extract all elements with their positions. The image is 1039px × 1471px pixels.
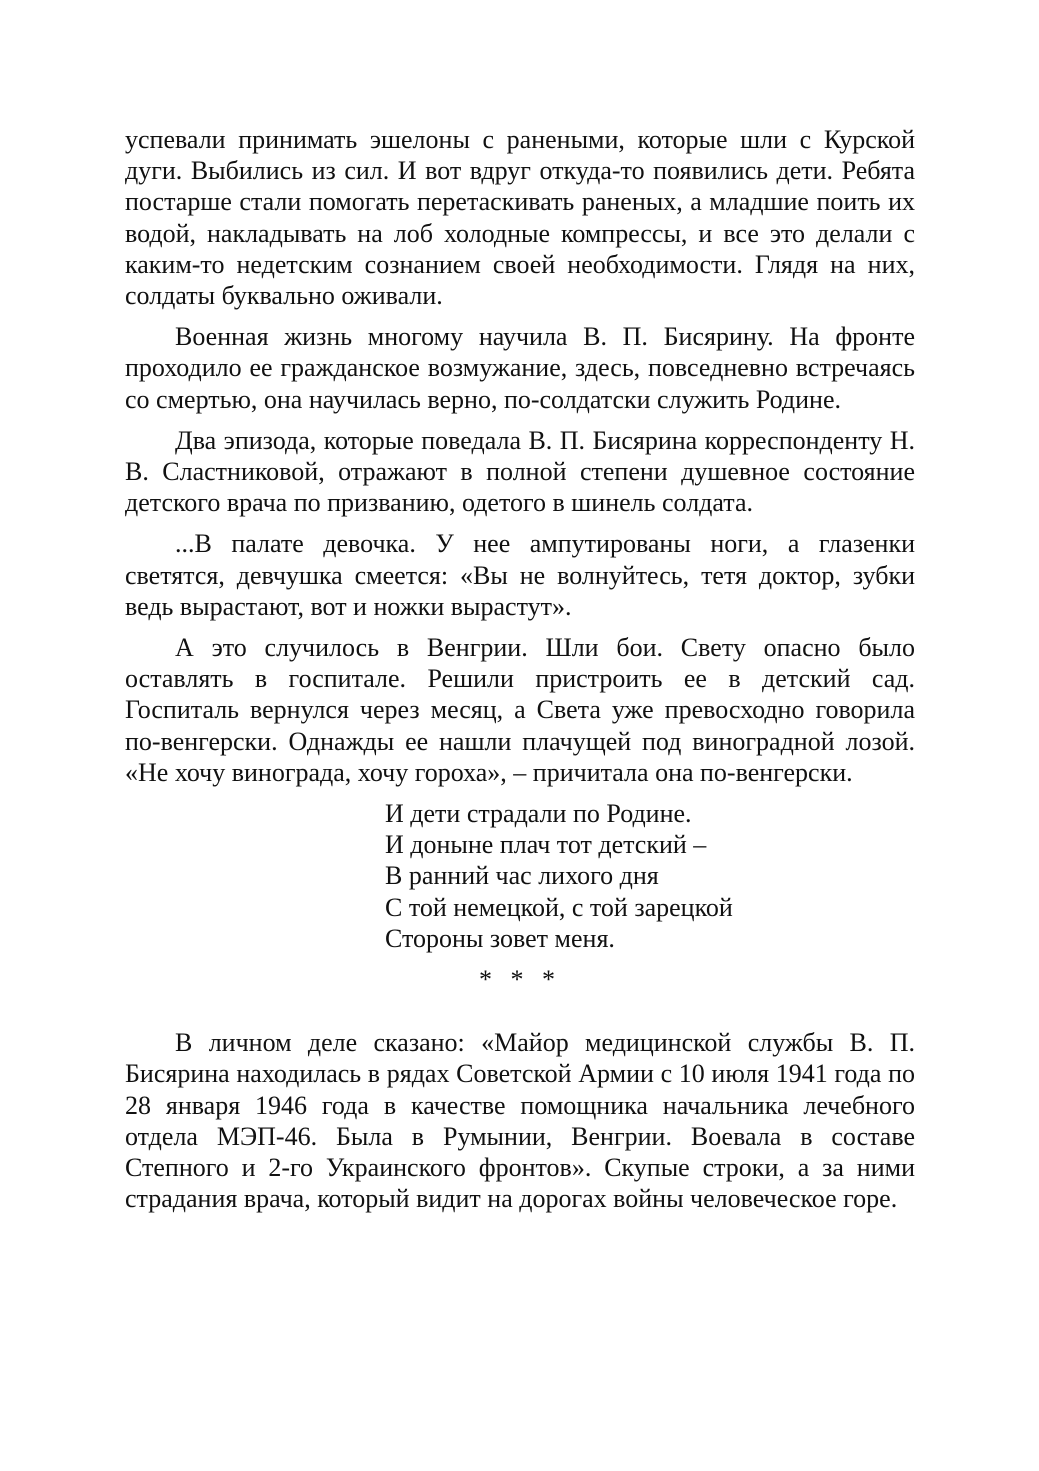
paragraph-3: Два эпизода, которые поведала В. П. Бисярина корреспонденту Н. В. Сластниковой, отражают в полной степени душевное состояние детского врача по призванию, одетого в шинель солдата. [125, 425, 915, 518]
paragraph-4: ...В палате девочка. У нее ампутированы ноги, а глазенки светятся, девчушка смеется: «Вы не волнуйтесь, тетя доктор, зубки ведь вырастают, вот и ножки вырастут». [125, 529, 915, 621]
paragraph-2: Военная жизнь многому научила В. П. Бисярину. На фронте проходило ее гражданское возмужание, здесь, повседневно встречаясь со смертью, она научилась верно, по-солдатски служить Родине. [125, 322, 915, 414]
poem-line-3: В ранний час лихого дня [385, 861, 659, 891]
page-body [125, 124, 915, 1225]
poem-line-4: С той немецкой, с той зарецкой [385, 892, 733, 922]
paragraph-1: успевали принимать эшелоны с ранеными, которые шли с Курской дуги. Выбились из сил. И вот вдруг откуда-то появились дети. Ребята постарше стали помогать перетаскивать раненых, а младшие поить их водой, накладывать на лоб холодные компрессы, и все это делали с каким-то недетским сознанием своей необходимости. Глядя на них, солдаты буквально оживали. [125, 125, 915, 311]
poem-line-5: Стороны зовет меня. [385, 923, 615, 953]
poem-line-1: И дети страдали по Родине. [385, 799, 692, 829]
paragraph-final: В личном деле сказано: «Майор медицинской службы В. П. Бисярина находилась в рядах Советской Армии с 10 июля 1941 года по 28 января 1946 года в качестве помощника начальника лечебного отдела МЭП-46. Была в Румынии, Венгрии. Воевала в составе Степного и 2-го Украинского фронтов». Скупые строки, а за ними страдания врача, который видит на дорогах войны человеческое горе. [125, 1028, 915, 1214]
paragraph-5: А это случилось в Венгрии. Шли бои. Свету опасно было оставлять в госпитале. Решили пристроить ее в детский сад. Госпиталь вернулся через месяц, а Света уже превосходно говорила по-венгерски. Однажды ее нашли плачущей под виноградной лозой. «Не хочу винограда, хочу гороха», – причитала она по-венгерски. [125, 633, 915, 787]
poem [385, 798, 915, 954]
poem-line-2: И доныне плач тот детский – [385, 830, 707, 860]
section-separator: * * * [479, 965, 561, 995]
